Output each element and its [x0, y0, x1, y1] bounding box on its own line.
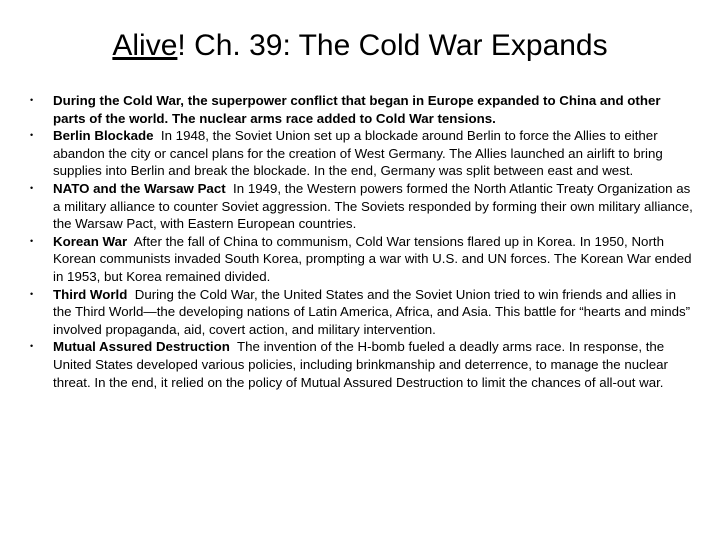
- bullet-heading: Korean War: [53, 233, 128, 249]
- bullet-item: [30, 233, 696, 286]
- bullet-item: [30, 286, 696, 339]
- bullet-text: After the fall of China to communism, Cold War tensions flared up in Korea. In 1950, North Korean communists invaded South Korea, prompting a war with U.S. and UN forces. The Korean War ended in 1953, but Korea remained divided.: [53, 233, 692, 284]
- bullet-icon: •: [30, 182, 34, 193]
- bullet-text: The invention of the H-bomb fueled a deadly arms race. In response, the United States developed various policies, including brinkmanship and deterrence, to manage the nuclear threat. In the end, it relied on the policy of Mutual Assured Destruction to limit the chances of all-out war.: [53, 339, 668, 390]
- bullet-icon: •: [30, 341, 34, 352]
- bullet-icon: •: [30, 235, 34, 246]
- bullet-item: [30, 180, 696, 233]
- title-link[interactable]: Alive: [112, 29, 178, 62]
- bullet-text: During the Cold War, the United States and the Soviet Union tried to win friends and allies in the Third World—the developing nations of Latin America, Africa, and Asia. This battle for “hearts and minds” involved propaganda, aid, covert action, and military intervention.: [53, 286, 691, 337]
- bullet-text: In 1949, the Western powers formed the North Atlantic Treaty Organization as a military alliance to counter Soviet aggression. The Soviets responded by forming their own military alliance, the Warsaw Pact, with Eastern European countries.: [53, 180, 693, 232]
- slide-title: [0, 26, 720, 66]
- title-text: ! Ch. 39: The Cold War Expands: [177, 29, 608, 62]
- bullet-item: [30, 127, 696, 180]
- bullet-text: During the Cold War, the superpower conflict that began in Europe expanded to China and other parts of the world. The nuclear arms race added to Cold War tensions.: [53, 93, 661, 126]
- bullet-heading: Mutual Assured Destruction: [53, 339, 230, 355]
- bullet-heading: NATO and the Warsaw Pact: [53, 180, 226, 196]
- bullet-item: [30, 92, 696, 127]
- bullet-list: [30, 92, 696, 391]
- bullet-heading: Berlin Blockade: [53, 128, 154, 144]
- bullet-icon: •: [30, 130, 34, 141]
- bullet-icon: •: [30, 288, 34, 299]
- bullet-icon: •: [30, 95, 34, 105]
- bullet-text: In 1948, the Soviet Union set up a blockade around Berlin to force the Allies to either abandon the city or cancel plans for the creation of West Germany. The Allies launched an airlift to bring supplies into Berlin and break the blockade. In the end, Germany was split between east and west.: [53, 128, 663, 179]
- bullet-heading: Third World: [53, 286, 128, 302]
- bullet-item: [30, 338, 696, 391]
